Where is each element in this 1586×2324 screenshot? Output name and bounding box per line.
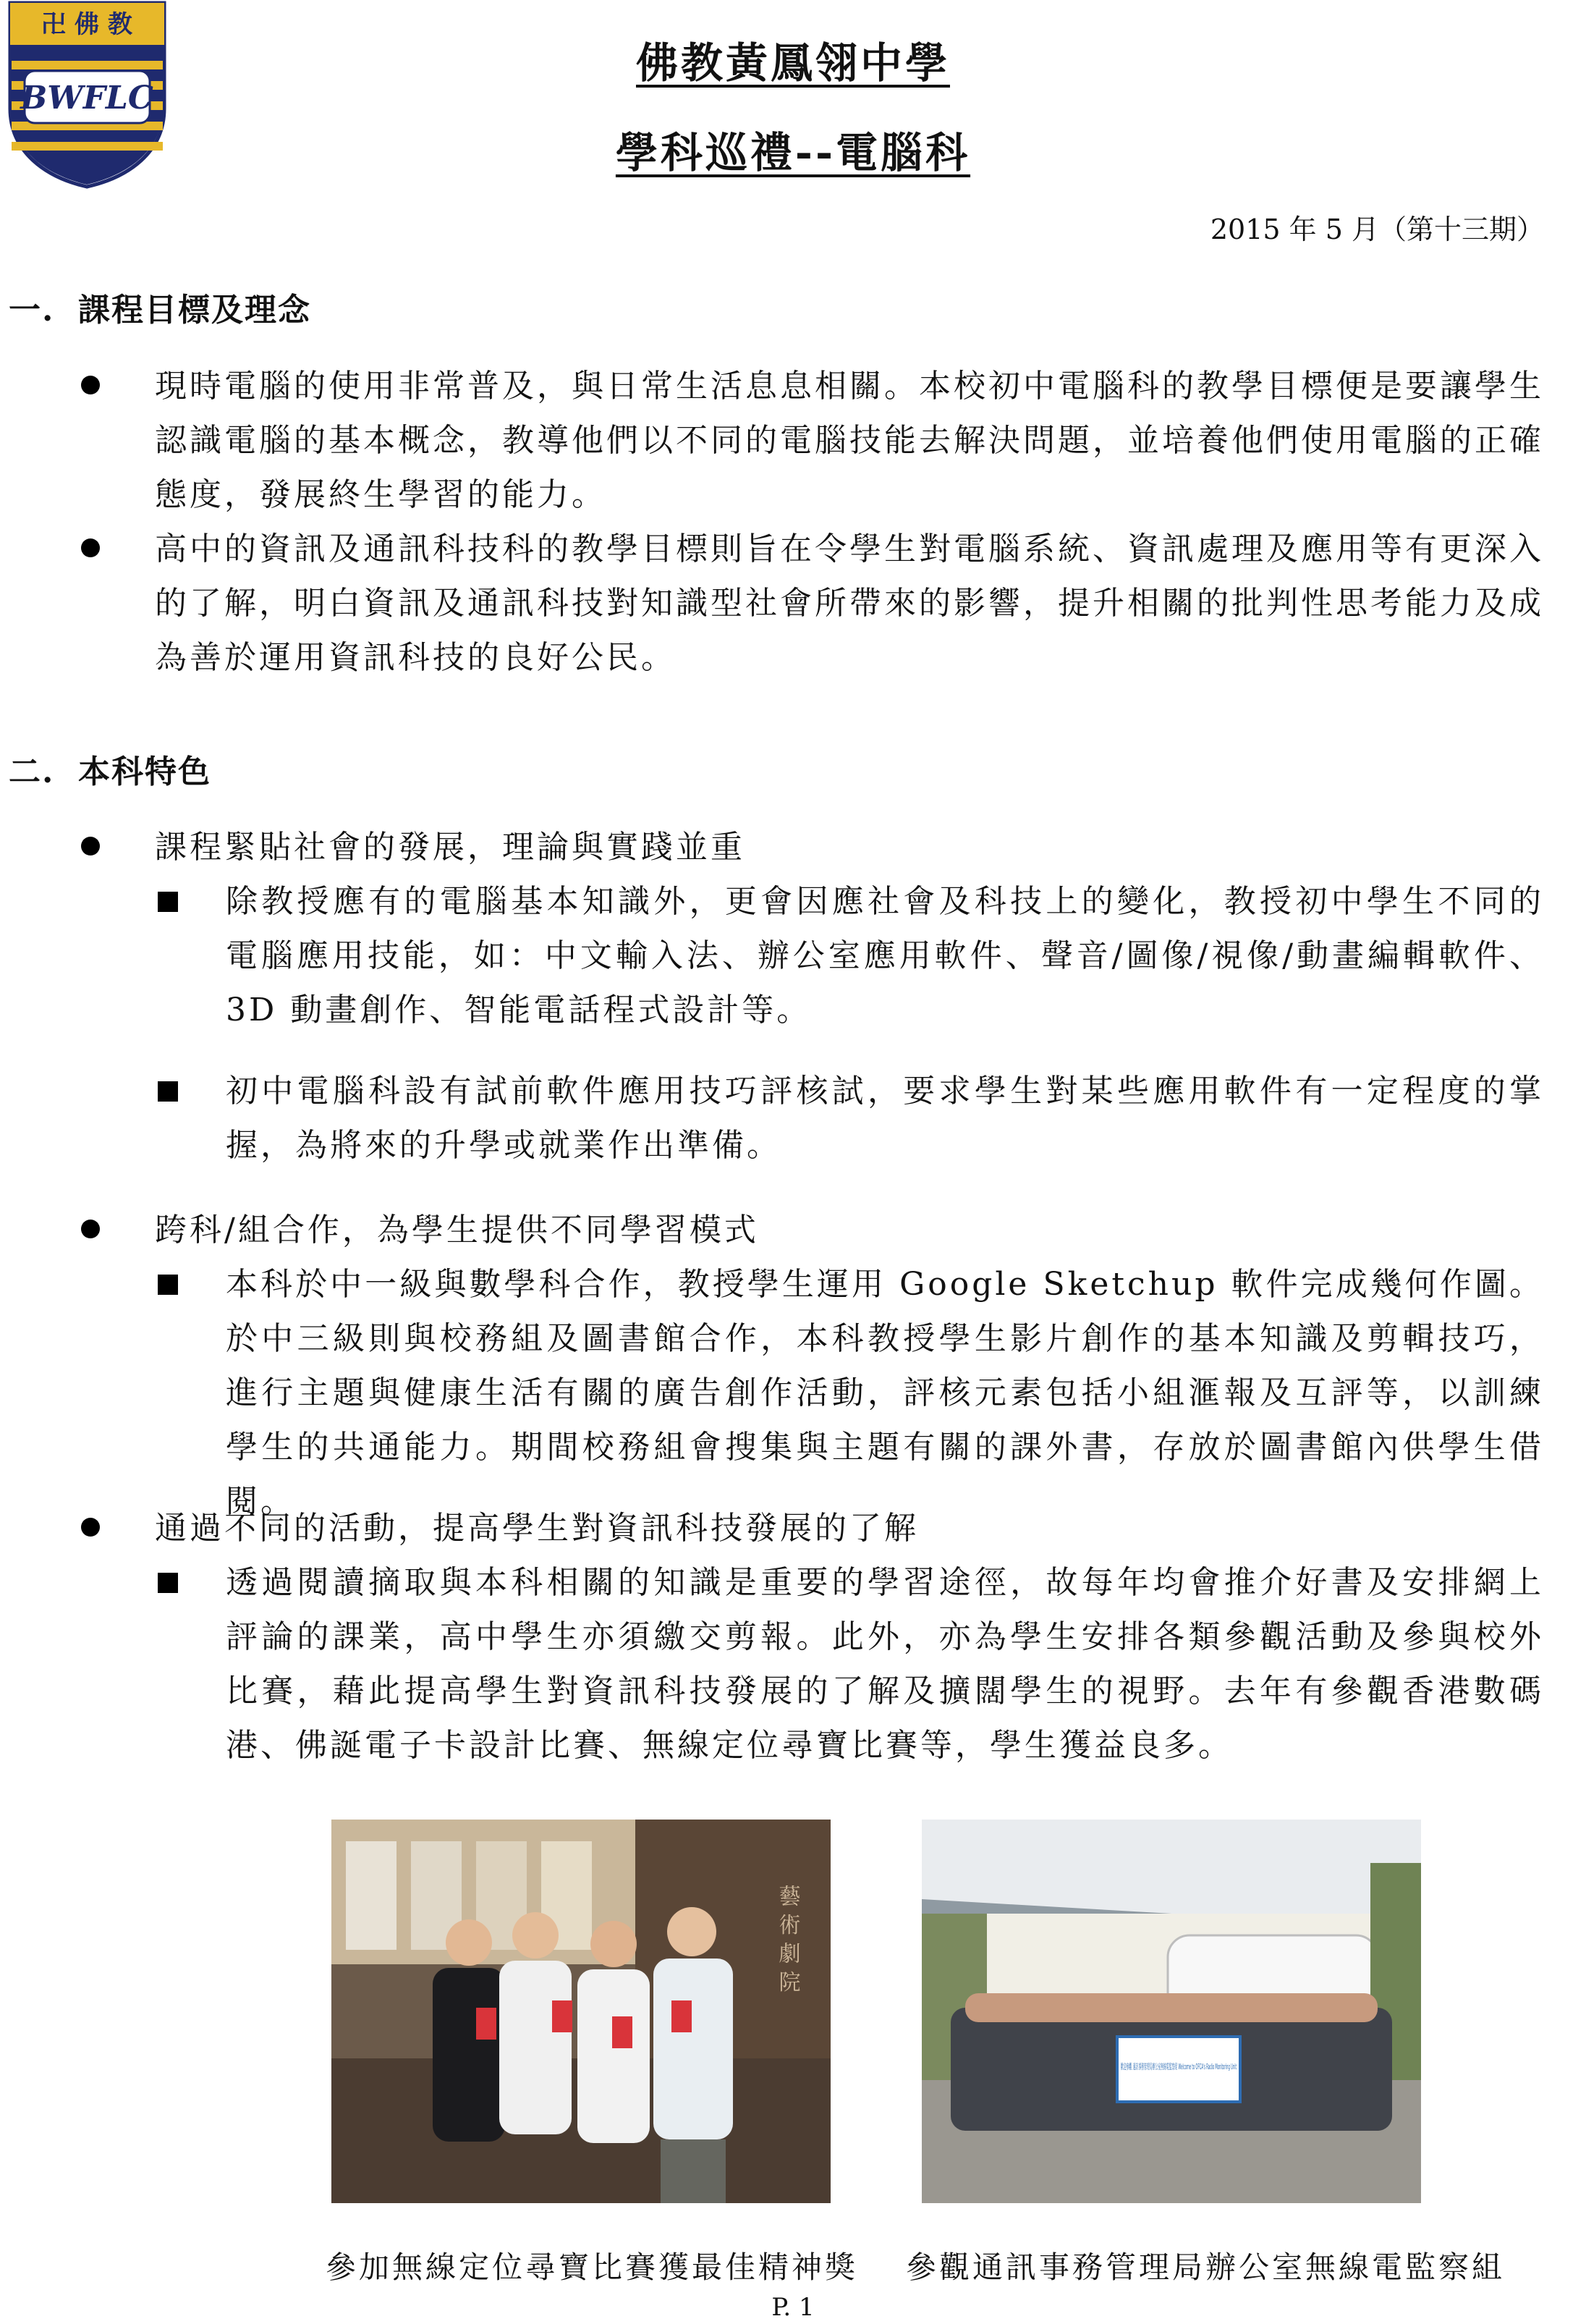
sub-bullet-square: [158, 892, 178, 912]
sub-bullet-square: [158, 1081, 178, 1102]
sub-bullet-text: 本科於中一級與數學科合作，教授學生運用 Google Sketchup 軟件完成幾何作圖。於中三級則與校務組及圖書館合作，本科教授學生影片創作的基本知識及剪輯技巧，進行主題與健康生活有關的廣告創作活動，評核元素包括小組滙報及互評等，以訓練學生的共通能力。期間校務組會搜集與主題有關的課外書，存放於圖書館內供學生借閱。: [226, 1266, 1544, 1520]
school-name: 佛教黃鳳翎中學: [635, 38, 950, 88]
section-title: 本科特色: [78, 753, 211, 790]
bullet-dot: [81, 1220, 100, 1238]
bullet-text: 現時電腦的使用非常普及，與日常生活息息相關。本校初中電腦科的教學目標便是要讓學生認識電腦的基本概念，教導他們以不同的電腦技能去解決問題，並培養他們使用電腦的正確態度，發展終生學習的能力。: [155, 368, 1544, 513]
section-heading-1: [9, 284, 311, 330]
bullet-text: 高中的資訊及通訊科技科的教學目標則旨在令學生對電腦系統、資訊處理及應用等有更深入的了解，明白資訊及通訊科技對知識型社會所帶來的影響，提升相關的批判性思考能力及成為善於運用資訊科技的良好公民。: [155, 531, 1544, 676]
issue-date: 2015 年 5 月（第十三期）: [1210, 214, 1544, 245]
sub-bullet-square: [158, 1573, 178, 1593]
photo-group-visit: [922, 1820, 1421, 2203]
photo-caption-1: 參加無線定位尋寶比賽獲最佳精神獎: [326, 2249, 859, 2285]
bullet-text: 課程緊貼社會的發展，理論與實踐並重: [155, 829, 745, 866]
svg-text:卍 佛 教: 卍 佛 教: [41, 10, 132, 39]
sub-bullet-text: 初中電腦科設有試前軟件應用技巧評核試，要求學生對某些應用軟件有一定程度的掌握，為將來的升學或就業作出準備。: [226, 1073, 1544, 1164]
bullet-dot: [81, 538, 100, 557]
bullet-dot: [81, 376, 100, 394]
photo-students-award: [331, 1820, 831, 2203]
photo-wall-sign: 藝 術 劇 院: [774, 1885, 800, 1993]
svg-text:BWFLC: BWFLC: [20, 80, 153, 117]
sub-bullet-text: 透過閱讀摘取與本科相關的知識是重要的學習途徑，故每年均會推介好書及安排網上評論的課業，高中學生亦須繳交剪報。此外，亦為學生安排各類參觀活動及參與校外比賽，藉此提高學生對資訊科技發展的了解及擴闊學生的視野。去年有參觀香港數碼港、佛誕電子卡設計比賽、無線定位尋寶比賽等，學生獲益良多。: [226, 1564, 1544, 1764]
bullet-text: 跨科/組合作，為學生提供不同學習模式: [155, 1212, 759, 1248]
page-number: P. 1: [771, 2293, 815, 2322]
section-number: 一.: [9, 292, 55, 329]
page-title: 學科巡禮--電腦科: [615, 128, 971, 177]
sub-bullet-square: [158, 1275, 178, 1295]
section-number: 二.: [9, 753, 55, 790]
bullet-dot: [81, 1518, 100, 1537]
section-heading-2: [9, 745, 211, 792]
welcome-banner-text: [1121, 2061, 1237, 2071]
sub-bullet-text: 除教授應有的電腦基本知識外，更會因應社會及科技上的變化，教授初中學生不同的電腦應用技能，如：中文輸入法、辦公室應用軟件、聲音/圖像/視像/動畫編輯軟件、3D 動畫創作、智能電話程式設計等。: [226, 883, 1544, 1028]
bullet-dot: [81, 837, 100, 855]
section-title: 課程目標及理念: [78, 292, 311, 329]
bullet-text: 通過不同的活動，提高學生對資訊科技發展的了解: [155, 1510, 919, 1547]
photo-caption-2: 參觀通訊事務管理局辦公室無線電監察組: [906, 2249, 1506, 2285]
